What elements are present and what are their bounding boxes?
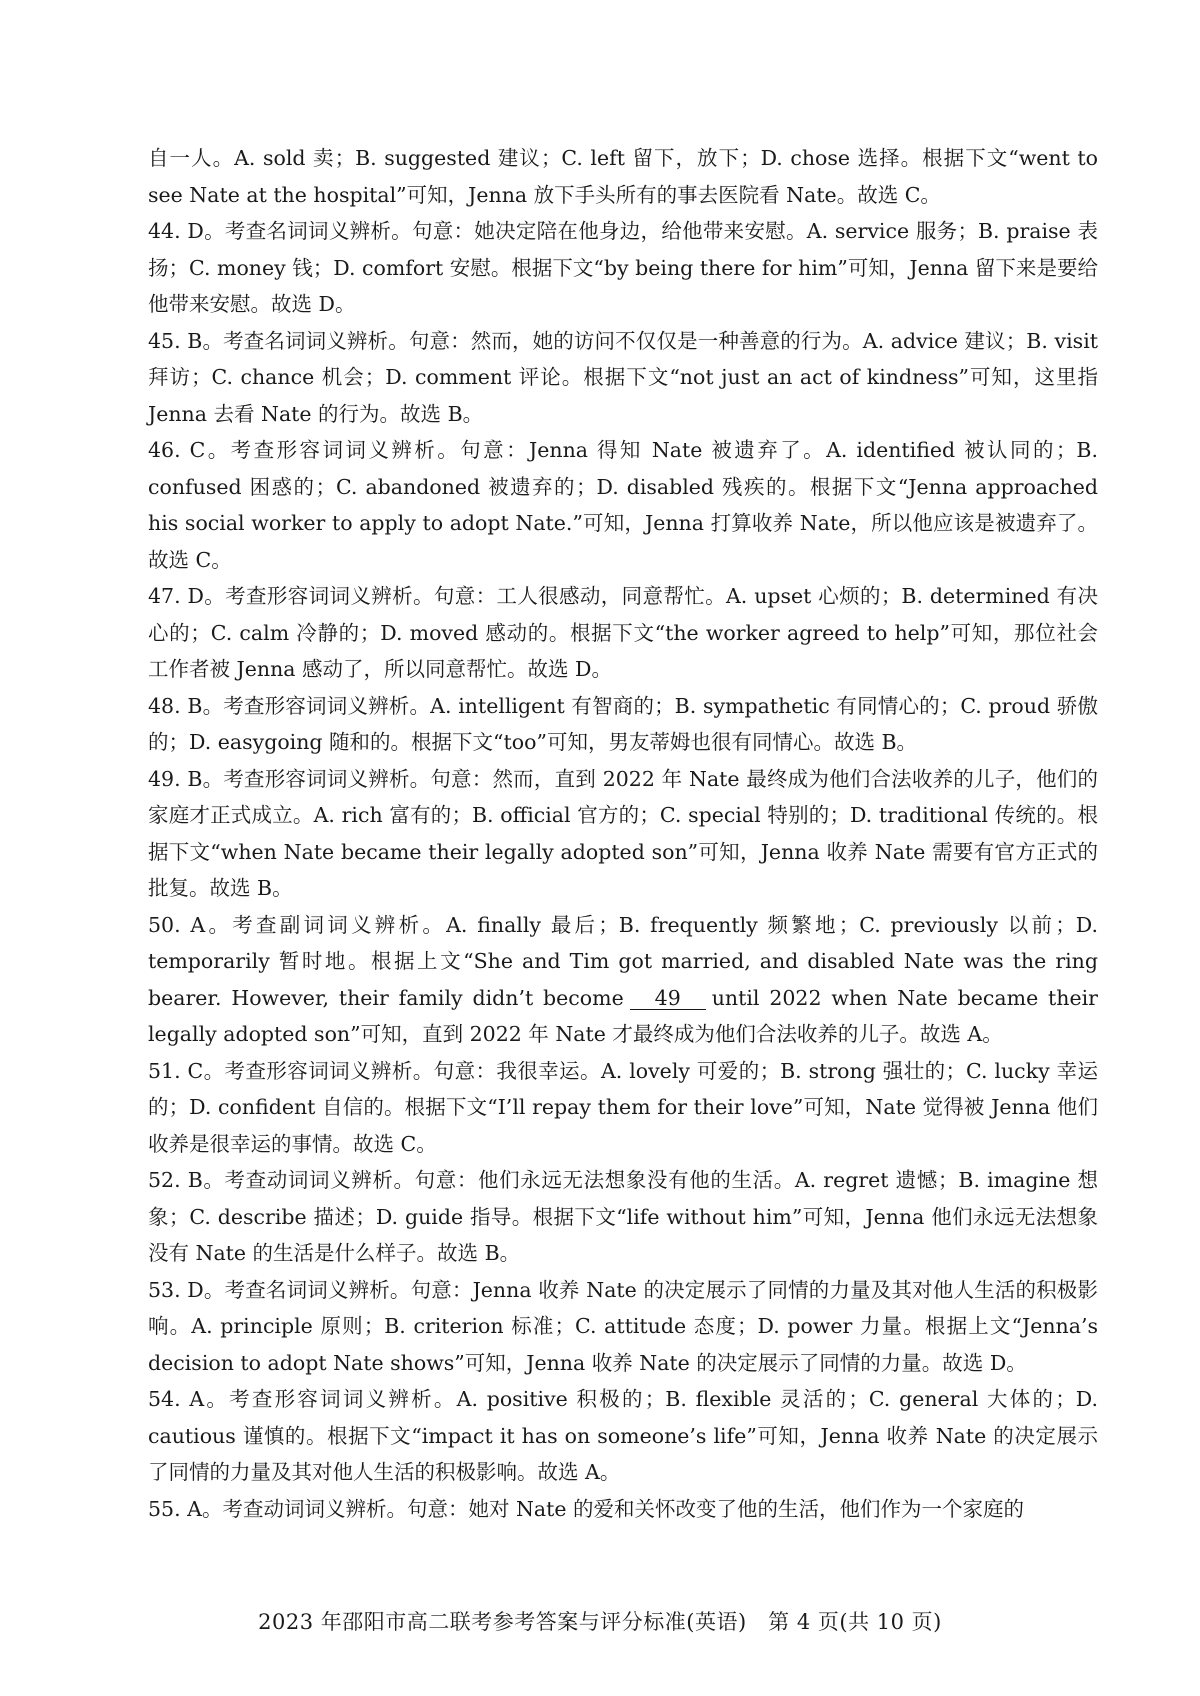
item-text: B。考查形容词词义辨析。A. intelligent 有智商的；B. sympathetic 有同情心的；C. proud 骄傲的；D. easygoing 随和的。根据下文“too”可知，男友蒂姆也很有同情心。故选 B。 — [148, 693, 1098, 754]
item-text: C。考查形容词词义辨析。句意：我很幸运。A. lovely 可爱的；B. strong 强壮的；C. lucky 幸运的；D. confident 自信的。根据下文“I’ll repay them for their love”可知，Nate 觉得被 Jenna 他们收养是很幸运的事情。故选 C。 — [148, 1058, 1098, 1156]
item-number: 45. — [148, 328, 181, 353]
answer-item-55 — [148, 1491, 1098, 1528]
item-text: C。考查形容词词义辨析。句意：Jenna 得知 Nate 被遗弃了。A. identified 被认同的；B. confused 困惑的；C. abandoned 被遗弃的；D. disabled 残疾的。根据下文“Jenna approached his social worker to apply to adopt Nate.”可知，Jenna 打算收养 Nate，所以他应该是被遗弃了。故选 C。 — [148, 438, 1098, 572]
answer-item-46 — [148, 432, 1098, 578]
item-text: A。考查动词词义辨析。句意：她对 Nate 的爱和关怀改变了他的生活，他们作为一个家庭的 — [187, 1496, 1025, 1521]
answer-item-47 — [148, 578, 1098, 688]
item-text: B。考查形容词词义辨析。句意：然而，直到 2022 年 Nate 最终成为他们合法收养的儿子，他们的家庭才正式成立。A. rich 富有的；B. official 官方的；C. special 特别的；D. traditional 传统的。根据下文“when Nate became their legally adopted son”可知，Jenna 收养 Nate 需要有官方正式的批复。故选 B。 — [148, 766, 1098, 900]
answer-item-50 — [148, 907, 1098, 1053]
item-text: B。考查动词词义辨析。句意：他们永远无法想象没有他的生活。A. regret 遗憾；B. imagine 想象；C. describe 描述；D. guide 指导。根据下文“life without him”可知，Jenna 他们永远无法想象没有 Nate 的生活是什么样子。故选 B。 — [148, 1168, 1098, 1265]
item-number: 48. — [148, 693, 181, 718]
item-text: A。考查形容词词义辨析。A. positive 积极的；B. flexible 灵活的；C. general 大体的；D. cautious 谨慎的。根据下文“impact it has on someone’s life”可知，Jenna 收养 Nate 的决定展示了同情的力量及其对他人生活的积极影响。故选 A。 — [148, 1387, 1098, 1484]
item-number: 54. — [148, 1387, 181, 1411]
item-number: 47. — [148, 584, 181, 608]
item-number: 53. — [148, 1277, 181, 1302]
item-text: D。考查形容词词义辨析。句意：工人很感动，同意帮忙。A. upset 心烦的；B. determined 有决心的；C. calm 冷静的；D. moved 感动的。根据下文“the worker agreed to help”可知，那位社会工作者被 Jenna 感动了，所以同意帮忙。故选 D。 — [148, 584, 1098, 681]
answer-item-52 — [148, 1162, 1098, 1272]
answer-item-45 — [148, 323, 1098, 433]
item-text-part-b: until 2022 when Nate became their legally adopted son”可知，直到 2022 年 Nate 才最终成为他们合法收养的儿子。故选 A。 — [148, 985, 1098, 1046]
item-number: 50. — [148, 912, 181, 937]
answer-explanations — [148, 140, 1098, 1527]
answer-item-49 — [148, 761, 1098, 907]
answer-item-53 — [148, 1272, 1098, 1382]
item-text: B。考查名词词义辨析。句意：然而，她的访问不仅仅是一种善意的行为。A. advice 建议；B. visit 拜访；C. chance 机会；D. comment 评论。根据下文“not just an act of kindness”可知，这里指 Jenna 去看 Nate 的行为。故选 B。 — [148, 328, 1098, 426]
continued-paragraph: 自一人。A. sold 卖；B. suggested 建议；C. left 留下，放下；D. chose 选择。根据下文“went to see Nate at the hospital”可知，Jenna 放下手头所有的事去医院看 Nate。故选 C。 — [148, 146, 1098, 207]
item-number: 55. — [148, 1496, 181, 1521]
item-text-part-a: A。考查副词词义辨析。A. finally 最后；B. frequently 频繁地；C. previously 以前；D. temporarily 暂时地。根据上文“She and Tim got married, and disabled Nate was the ring bearer. However, their family didn’t become — [148, 912, 1098, 1010]
answer-item-44 — [148, 213, 1098, 323]
answer-item-54 — [148, 1381, 1098, 1491]
item-number: 44. — [148, 219, 181, 243]
item-number: 46. — [148, 438, 181, 462]
item-number: 52. — [148, 1168, 181, 1192]
item-number: 49. — [148, 766, 181, 791]
answer-item-51 — [148, 1053, 1098, 1163]
item-text: D。考查名词词义辨析。句意：她决定陪在他身边，给他带来安慰。A. service 服务；B. praise 表扬；C. money 钱；D. comfort 安慰。根据下文“by being there for him”可知，Jenna 留下来是要给他带来安慰。故选 D。 — [148, 219, 1098, 316]
page-footer: 2023 年邵阳市高二联考参考答案与评分标准(英语) 第 4 页(共 10 页) — [258, 1610, 942, 1634]
item-number: 51. — [148, 1058, 181, 1083]
fill-blank: 49 — [630, 987, 706, 1010]
answer-item-48 — [148, 688, 1098, 761]
item-text: D。考查名词词义辨析。句意：Jenna 收养 Nate 的决定展示了同情的力量及其对他人生活的积极影响。A. principle 原则；B. criterion 标准；C. attitude 态度；D. power 力量。根据上文“Jenna’s decision to adopt Nate shows”可知，Jenna 收养 Nate 的决定展示了同情的力量。故选 D。 — [148, 1277, 1098, 1375]
